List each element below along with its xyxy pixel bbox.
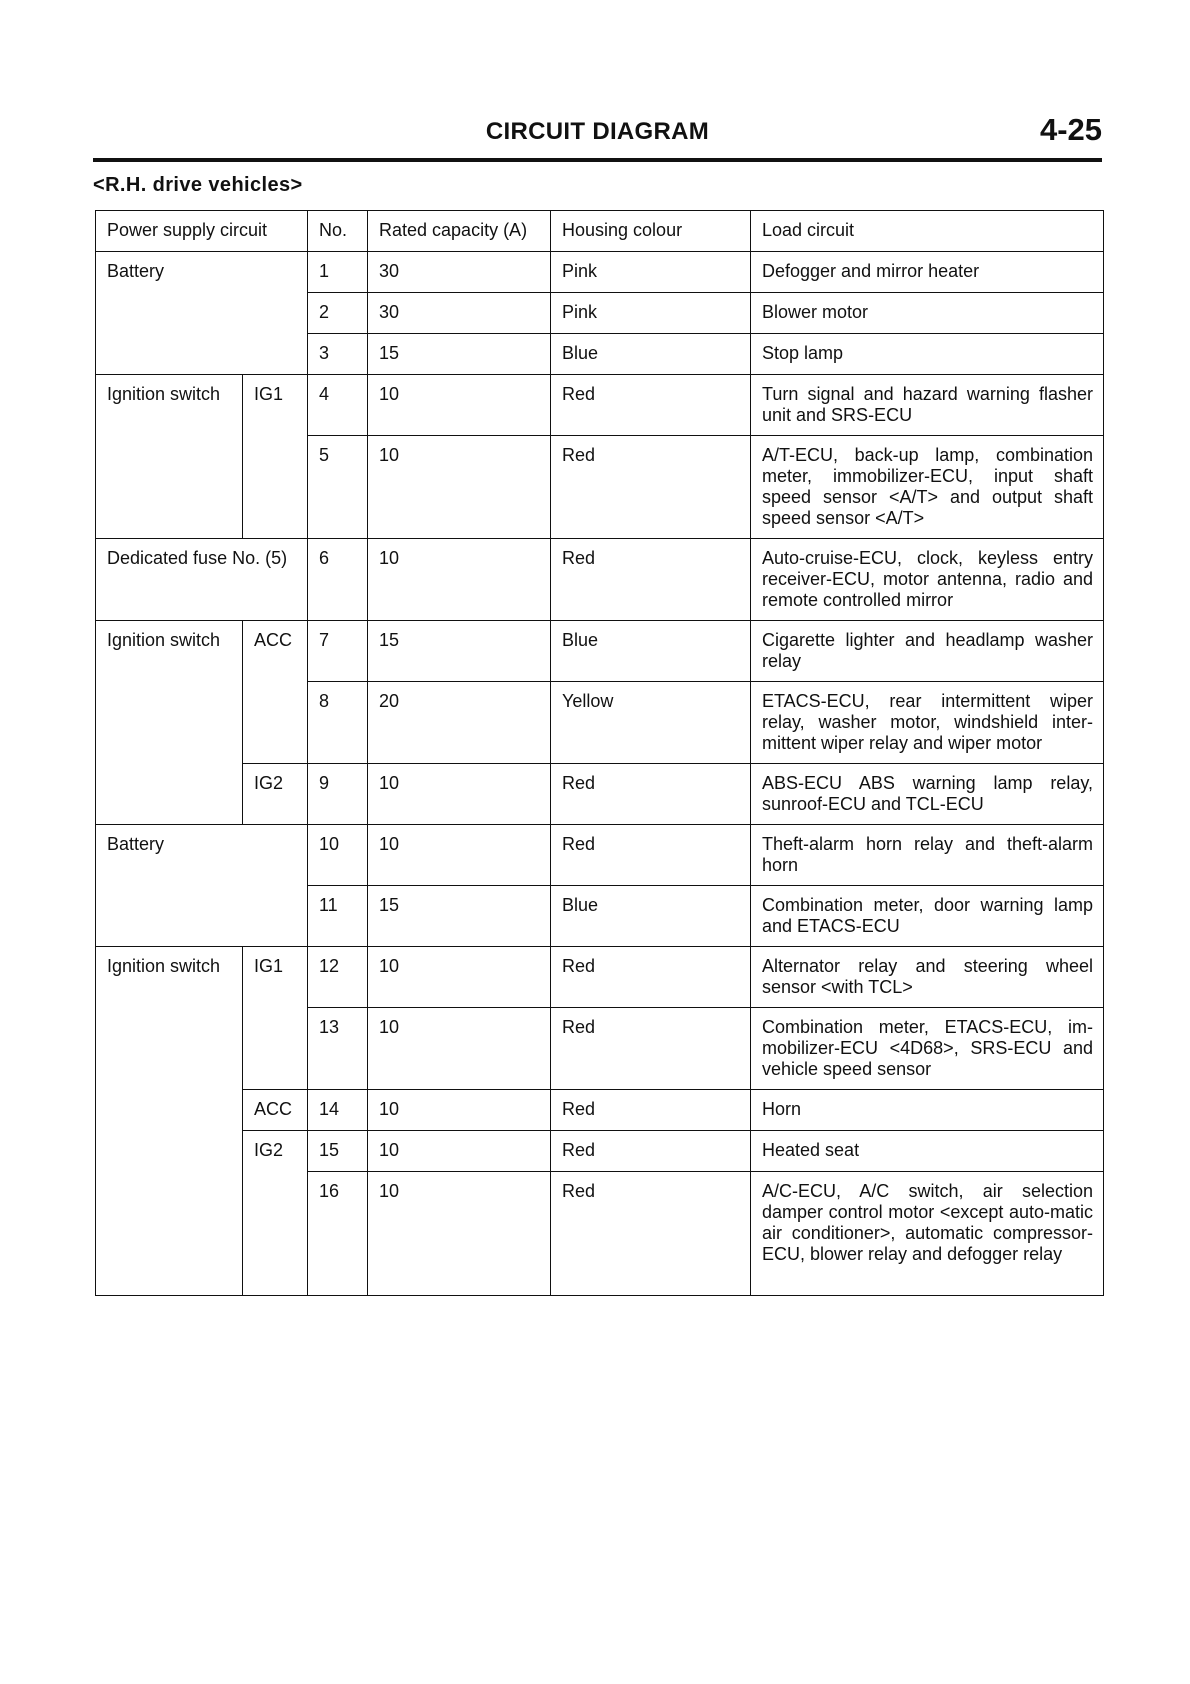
load-circuit: Alternator relay and steering wheel sensor <with TCL>: [751, 947, 1104, 1008]
fuse-no: 1: [308, 252, 368, 293]
rated-capacity: 15: [368, 334, 551, 375]
header-housing-colour: Housing colour: [551, 211, 751, 252]
rated-capacity: 10: [368, 1172, 551, 1296]
header-no: No.: [308, 211, 368, 252]
table-row: [96, 375, 1104, 436]
housing-colour: Blue: [551, 621, 751, 682]
fuse-no: 13: [308, 1008, 368, 1090]
fuse-no: 9: [308, 764, 368, 825]
fuse-no: 15: [308, 1131, 368, 1172]
fuse-no: 8: [308, 682, 368, 764]
power-source-cell: Ignition switch: [96, 621, 243, 825]
table-row: [96, 764, 1104, 825]
housing-colour: Pink: [551, 293, 751, 334]
rated-capacity: 10: [368, 947, 551, 1008]
load-circuit: Cigarette lighter and headlamp washer relay: [751, 621, 1104, 682]
switch-position-cell: IG2: [243, 764, 308, 825]
housing-colour: Red: [551, 764, 751, 825]
load-circuit: Theft-alarm horn relay and theft-alarm horn: [751, 825, 1104, 886]
page-header: [93, 112, 1102, 162]
load-circuit: Turn signal and hazard warning flasher unit and SRS-ECU: [751, 375, 1104, 436]
fuse-no: 12: [308, 947, 368, 1008]
power-source-cell: Battery: [96, 252, 308, 375]
load-circuit: A/C-ECU, A/C switch, air selection damper control motor <except auto-matic air conditioner>, automatic compressor-ECU, blower relay and defogger relay: [751, 1172, 1104, 1296]
header-rated-capacity: Rated capacity (A): [368, 211, 551, 252]
housing-colour: Blue: [551, 886, 751, 947]
rated-capacity: 10: [368, 764, 551, 825]
fuse-no: 2: [308, 293, 368, 334]
fuse-no: 10: [308, 825, 368, 886]
fuse-no: 3: [308, 334, 368, 375]
housing-colour: Pink: [551, 252, 751, 293]
table-row: [96, 621, 1104, 682]
page-number: 4-25: [1039, 112, 1102, 147]
rated-capacity: 30: [368, 252, 551, 293]
table-row: [96, 825, 1104, 886]
load-circuit: Stop lamp: [751, 334, 1104, 375]
rated-capacity: 15: [368, 886, 551, 947]
fuse-no: 5: [308, 436, 368, 539]
housing-colour: Red: [551, 1008, 751, 1090]
load-circuit: Auto-cruise-ECU, clock, keyless entry receiver-ECU, motor antenna, radio and remote controlled mirror: [751, 539, 1104, 621]
header-power-supply: Power supply circuit: [96, 211, 308, 252]
fuse-table: [95, 210, 1104, 1296]
table-row: [96, 539, 1104, 621]
rated-capacity: 20: [368, 682, 551, 764]
rated-capacity: 10: [368, 1131, 551, 1172]
housing-colour: Red: [551, 1172, 751, 1296]
table-row: [96, 947, 1104, 1008]
switch-position-cell: ACC: [243, 1090, 308, 1131]
table-row: [96, 1131, 1104, 1172]
table-row: [96, 252, 1104, 293]
load-circuit: Combination meter, ETACS-ECU, im-mobilizer-ECU <4D68>, SRS-ECU and vehicle speed sensor: [751, 1008, 1104, 1090]
switch-position-cell: IG1: [243, 947, 308, 1090]
housing-colour: Red: [551, 539, 751, 621]
load-circuit: Heated seat: [751, 1131, 1104, 1172]
load-circuit: ETACS-ECU, rear intermittent wiper relay, washer motor, windshield inter-mittent wiper relay and wiper motor: [751, 682, 1104, 764]
fuse-no: 16: [308, 1172, 368, 1296]
housing-colour: Yellow: [551, 682, 751, 764]
fuse-no: 4: [308, 375, 368, 436]
rated-capacity: 10: [368, 1008, 551, 1090]
rated-capacity: 30: [368, 293, 551, 334]
page-title: CIRCUIT DIAGRAM: [485, 118, 710, 145]
rated-capacity: 10: [368, 825, 551, 886]
switch-position-cell: IG1: [243, 375, 308, 539]
load-circuit: Defogger and mirror heater: [751, 252, 1104, 293]
section-title: <R.H. drive vehicles>: [93, 174, 303, 196]
load-circuit: ABS-ECU ABS warning lamp relay, sunroof-ECU and TCL-ECU: [751, 764, 1104, 825]
housing-colour: Blue: [551, 334, 751, 375]
fuse-no: 6: [308, 539, 368, 621]
header-load-circuit: Load circuit: [751, 211, 1104, 252]
power-source-cell: Ignition switch: [96, 375, 243, 539]
table-header-row: [96, 211, 1104, 252]
power-source-cell: Ignition switch: [96, 947, 243, 1296]
housing-colour: Red: [551, 825, 751, 886]
housing-colour: Red: [551, 375, 751, 436]
fuse-no: 7: [308, 621, 368, 682]
fuse-no: 14: [308, 1090, 368, 1131]
power-source-cell: Dedicated fuse No. (5): [96, 539, 308, 621]
rated-capacity: 15: [368, 621, 551, 682]
housing-colour: Red: [551, 947, 751, 1008]
rated-capacity: 10: [368, 375, 551, 436]
fuse-no: 11: [308, 886, 368, 947]
switch-position-cell: IG2: [243, 1131, 308, 1296]
housing-colour: Red: [551, 1090, 751, 1131]
table-row: [96, 1090, 1104, 1131]
power-source-cell: Battery: [96, 825, 308, 947]
housing-colour: Red: [551, 436, 751, 539]
load-circuit: Blower motor: [751, 293, 1104, 334]
rated-capacity: 10: [368, 436, 551, 539]
load-circuit: A/T-ECU, back-up lamp, combination meter, immobilizer-ECU, input shaft speed sensor <A/T> and output shaft speed sensor <A/T>: [751, 436, 1104, 539]
load-circuit: Combination meter, door warning lamp and ETACS-ECU: [751, 886, 1104, 947]
rated-capacity: 10: [368, 1090, 551, 1131]
switch-position-cell: ACC: [243, 621, 308, 764]
load-circuit: Horn: [751, 1090, 1104, 1131]
rated-capacity: 10: [368, 539, 551, 621]
housing-colour: Red: [551, 1131, 751, 1172]
